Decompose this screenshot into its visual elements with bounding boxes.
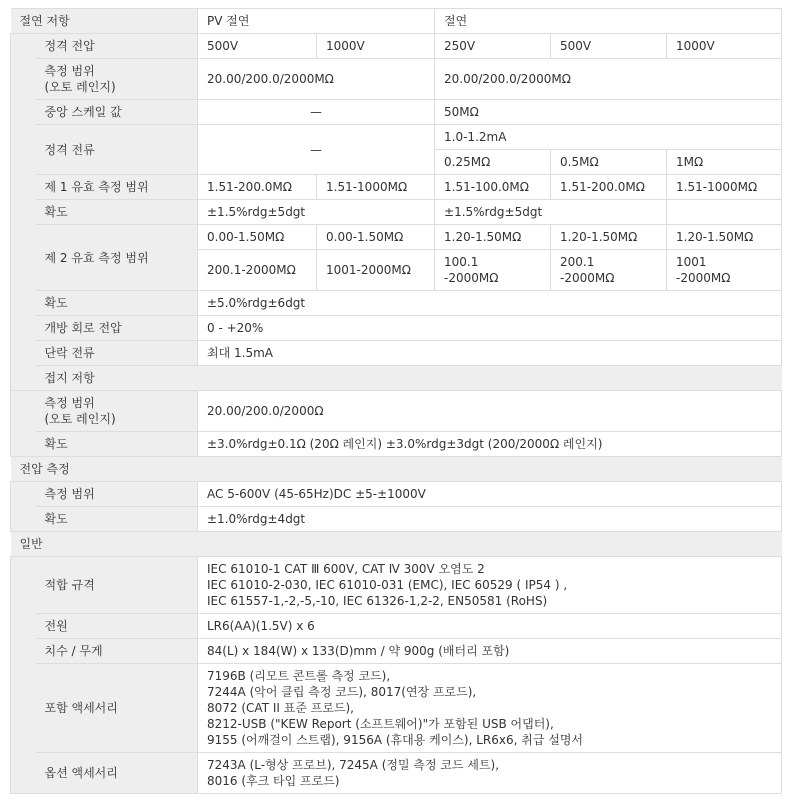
table-cell: 100.1 -2000MΩ	[435, 250, 551, 291]
table-cell: IEC 61010-1 CAT Ⅲ 600V, CAT Ⅳ 300V 오염도 2 IEC 61010-2-030, IEC 61010-031 (EMC), IEC 60529 ( IP54 ) , IEC 61557-1,-2,-5,-10, IEC 61326-1,2-2, EN50581 (RoHS)	[198, 557, 782, 614]
table-cell: 1.51-1000MΩ	[667, 175, 782, 200]
options-label: 옵션 액세서리	[36, 753, 198, 794]
pv-insulation-header: PV 절연	[198, 9, 435, 34]
insulation-header: 절연	[435, 9, 782, 34]
table-cell: 1000V	[317, 34, 435, 59]
table-cell: 0.00-1.50MΩ	[198, 225, 317, 250]
table-cell: 20.00/200.0/2000Ω	[198, 391, 782, 432]
power-label: 전원	[36, 614, 198, 639]
empty-cell	[667, 200, 782, 225]
table-cell: 7196B (리모트 콘트롤 측정 코드), 7244A (악어 클립 측정 코드), 8017(연장 프로드), 8072 (CAT II 표준 프로드), 8212-USB ("KEW Report (소프트웨어)"가 포함된 USB 어댑터), 9155 (어깨걸이 스트랩), 9156A (휴대용 케이스), LR6x6, 취급 설명서	[198, 664, 782, 753]
voltage-section-title: 전압 측정	[11, 457, 782, 482]
table-cell: LR6(AA)(1.5V) x 6	[198, 614, 782, 639]
accuracy1-row	[11, 200, 782, 225]
table-cell: 500V	[198, 34, 317, 59]
options-row	[11, 753, 782, 794]
table-cell: 0.5MΩ	[551, 150, 667, 175]
table-cell: 0.00-1.50MΩ	[317, 225, 435, 250]
standards-row	[11, 557, 782, 614]
table-cell: 0.25MΩ	[435, 150, 551, 175]
mid-scale-label: 중앙 스케일 값	[36, 100, 198, 125]
earth-indent	[11, 391, 36, 457]
table-cell: 0 - +20%	[198, 316, 782, 341]
general-indent	[11, 557, 36, 794]
mid-scale-row	[11, 100, 782, 125]
table-cell: 최대 1.5mA	[198, 341, 782, 366]
earth-section-title: 접지 저항	[36, 366, 782, 391]
measuring-range-label: 측정 범위 (오토 레인지)	[36, 59, 198, 100]
table-cell: —	[198, 125, 435, 175]
rated-voltage-row	[11, 34, 782, 59]
open-voltage-label: 개방 회로 전압	[36, 316, 198, 341]
table-cell: 20.00/200.0/2000MΩ	[435, 59, 782, 100]
earth-header-row	[11, 366, 782, 391]
table-cell: 1.20-1.50MΩ	[667, 225, 782, 250]
first-range-label: 제 1 유효 측정 범위	[36, 175, 198, 200]
table-cell: 200.1-2000MΩ	[198, 250, 317, 291]
rated-voltage-label: 정격 전압	[36, 34, 198, 59]
table-cell: 1001 -2000MΩ	[667, 250, 782, 291]
table-cell: 84(L) x 184(W) x 133(D)mm / 약 900g (배터리 포함)	[198, 639, 782, 664]
table-cell: 50MΩ	[435, 100, 782, 125]
short-current-label: 단락 전류	[36, 341, 198, 366]
short-current-row	[11, 341, 782, 366]
standards-label: 적합 규격	[36, 557, 198, 614]
table-cell: —	[198, 100, 435, 125]
power-row	[11, 614, 782, 639]
accessories-row	[11, 664, 782, 753]
accuracy2-row	[11, 291, 782, 316]
table-cell: 200.1 -2000MΩ	[551, 250, 667, 291]
voltage-header-row	[11, 457, 782, 482]
accuracy-label: 확도	[36, 200, 198, 225]
general-header-row	[11, 532, 782, 557]
spec-table-wrapper	[10, 8, 781, 794]
table-cell: ±1.0%rdg±4dgt	[198, 507, 782, 532]
rated-current-row	[11, 125, 782, 150]
table-cell: ±3.0%rdg±0.1Ω (20Ω 레인지) ±3.0%rdg±3dgt (200/2000Ω 레인지)	[198, 432, 782, 457]
table-cell: 1MΩ	[667, 150, 782, 175]
table-cell: ±1.5%rdg±5dgt	[435, 200, 667, 225]
insulation-header-row	[11, 9, 782, 34]
first-range-row	[11, 175, 782, 200]
voltage-indent	[11, 482, 36, 532]
accuracy-label: 확도	[36, 432, 198, 457]
table-cell: 1000V	[667, 34, 782, 59]
table-cell: ±1.5%rdg±5dgt	[198, 200, 435, 225]
table-cell: 20.00/200.0/2000MΩ	[198, 59, 435, 100]
table-cell: 1.51-100.0MΩ	[435, 175, 551, 200]
insulation-indent	[11, 34, 36, 391]
table-cell: 1.51-200.0MΩ	[198, 175, 317, 200]
table-cell: 1001-2000MΩ	[317, 250, 435, 291]
second-range-label: 제 2 유효 측정 범위	[36, 225, 198, 291]
table-cell: 1.0-1.2mA	[435, 125, 782, 150]
table-cell: 500V	[551, 34, 667, 59]
accuracy-label: 확도	[36, 291, 198, 316]
measuring-range-row	[11, 59, 782, 100]
insulation-section-title: 절연 저항	[11, 9, 198, 34]
table-cell: 250V	[435, 34, 551, 59]
table-cell: 7243A (L-형상 프로브), 7245A (정밀 측정 코드 세트), 8016 (후크 타입 프로드)	[198, 753, 782, 794]
table-cell: 1.51-1000MΩ	[317, 175, 435, 200]
table-cell: ±5.0%rdg±6dgt	[198, 291, 782, 316]
dimensions-label: 치수 / 무게	[36, 639, 198, 664]
open-voltage-row	[11, 316, 782, 341]
voltage-accuracy-row	[11, 507, 782, 532]
earth-accuracy-row	[11, 432, 782, 457]
accessories-label: 포함 액세서리	[36, 664, 198, 753]
dimensions-row	[11, 639, 782, 664]
table-cell: 1.51-200.0MΩ	[551, 175, 667, 200]
earth-range-row	[11, 391, 782, 432]
second-range-row	[11, 225, 782, 250]
earth-range-label: 측정 범위 (오토 레인지)	[36, 391, 198, 432]
table-cell: AC 5-600V (45-65Hz)DC ±5-±1000V	[198, 482, 782, 507]
accuracy-label: 확도	[36, 507, 198, 532]
rated-current-label: 정격 전류	[36, 125, 198, 175]
voltage-range-row	[11, 482, 782, 507]
table-cell: 1.20-1.50MΩ	[551, 225, 667, 250]
voltage-range-label: 측정 범위	[36, 482, 198, 507]
table-cell: 1.20-1.50MΩ	[435, 225, 551, 250]
general-section-title: 일반	[11, 532, 782, 557]
spec-table	[10, 8, 782, 794]
